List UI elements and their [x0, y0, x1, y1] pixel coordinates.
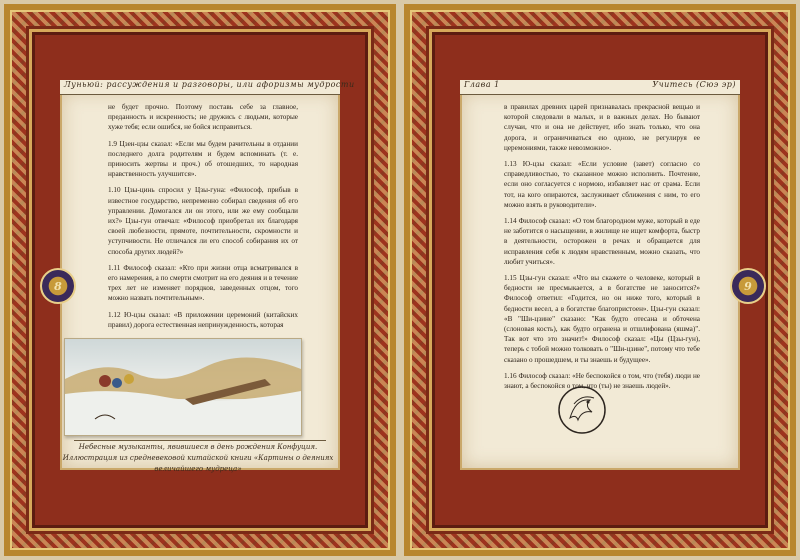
paragraph: 1.12 Ю-цзы сказал: «В приложении церемоний (китайских правил) дорога естественная непринужденность, которая — [108, 310, 298, 329]
illustration-art — [65, 339, 301, 435]
right-body-text — [504, 102, 700, 397]
page-number: 9 — [744, 279, 752, 293]
page-number-medallion — [40, 268, 76, 304]
illustration-caption: Небесные музыканты, явившиеся в день рождения Конфуция. Иллюстрация из средневековой китайской книги «Картины о деяниях величайшего мудреца» — [62, 443, 334, 473]
page-number-medallion — [730, 268, 766, 304]
header-title: Луньюй: рассуждения и разговоры, или афоризмы мудрости — [64, 80, 355, 89]
paragraph: 1.10 Цзы-цинь спросил у Цзы-гуна: «Философ, прибыв в известное государство, непременно собирал сведения об его управлении. Домогался ли он этого, или же ему сообщали их?» Цзы-гун отвечал: «Философ приобретал их благодаря своей любезности, прямоте, почтительности, скромности и уступчивости. Не отличался ли его способ собирания их от способа других людей?» — [108, 186, 298, 256]
illustration — [64, 338, 302, 436]
running-header — [460, 80, 740, 95]
chapter-label: Глава 1 — [464, 80, 500, 89]
paragraph: 1.14 Философ сказал: «О том благородном муже, который в еде не заботится о насыщении, в жилище не ищет комфорта, быстр в деятельности, осторожен в речах и обращается для исправления себя к людям нравственным, можно сказать, что любит учиться». — [504, 217, 700, 266]
paragraph: 1.15 Цзы-гун сказал: «Что вы скажете о человеке, который в бедности не пресмыкается, а в богатстве не заносится?» Философ ответил: «Годится, но он ниже того, который в бедности весел, а в богатстве благопристоен». Цзы-гун сказал: «В "Ши-цзине" сказано: "Как будто отесана и обточена (слоновая кость), как будто огранена и отшлифована (яшма)". Так вот что это значит!» Философ сказал: «Цы (Цзы-гун), теперь с тобой можно толковать о "Ши-цзине", потому что тебе сказано о прошедшем, и ты знаешь и будущее». — [504, 274, 700, 364]
phoenix-emblem-icon — [556, 384, 608, 436]
paragraph: 1.9 Цзен-цзы сказал: «Если мы будем рачительны в отдании последнего долга родителям и будем вспоминать (т. е. приносить жертвы и проч.) об отошедших, то народная нравственность улучшится». — [108, 139, 298, 179]
paragraph: не будет прочно. Поэтому поставь себе за главное, преданность и искренность; не дружись с людьми, которые хуже тебя; если ошибся, не бойся исправиться. — [108, 103, 298, 132]
paragraph: 1.13 Ю-цзы сказал: «Если условие (завет) согласно со справедливостью, то сказанное можно исполнить. Почтение, если оно согласуется с нормою, избавляет нас от срама. Если тот, на кого опираются, заслуживает сближения с ним, то его можно взять в руководители». — [504, 160, 700, 209]
paragraph: 1.16 Философ сказал: «Не беспокойся о том, что (тебя) люди не знают, а беспокойся о том, что (ты) не знаешь людей». — [504, 371, 700, 391]
left-body-text — [108, 102, 298, 336]
right-page — [404, 4, 796, 556]
caption-divider — [74, 440, 326, 441]
page-number: 8 — [54, 279, 62, 293]
running-header — [60, 80, 355, 95]
left-page — [4, 4, 396, 556]
paragraph: в правилах древних царей признавалась прекрасной вещью и которой следовали в малых, и в важных делах. Но бывают случаи, что и она не действует, ибо знать только, что она дорога, и ограничиваться ею одною, не регулируя ее церемониями, также невозможно». — [504, 103, 700, 152]
chapter-title: Учитесь (Сюэ эр) — [652, 80, 736, 89]
paragraph: 1.11 Философ сказал: «Кто при жизни отца всматривался в его намерения, а по смерти смотрит на его деяния и в течение трех лет не изменяет порядков, заведенных отцом, того можно назвать почтительным». — [108, 263, 298, 303]
